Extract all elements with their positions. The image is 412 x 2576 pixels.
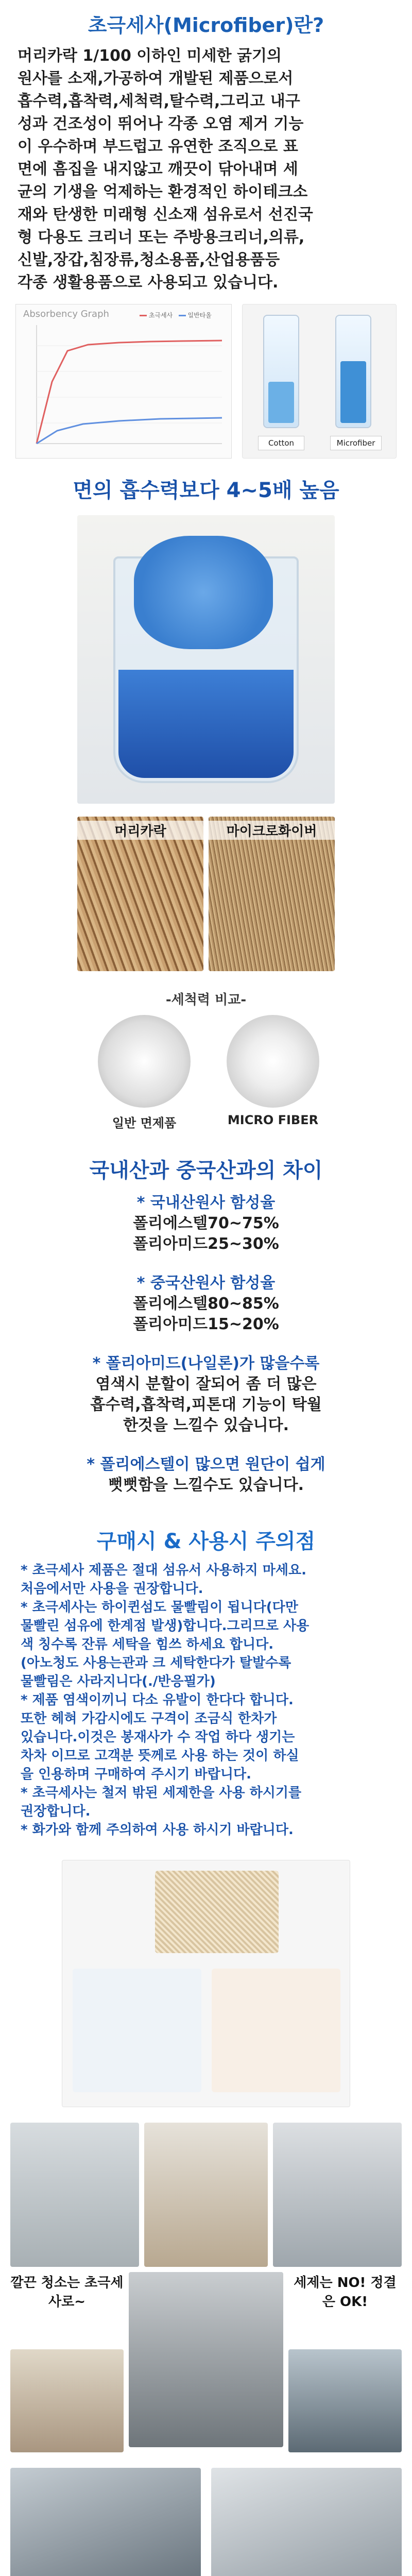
- diff-item: [0, 1353, 412, 1436]
- diff-item-line: 폴리아미드15~20%: [133, 1315, 279, 1333]
- caution-line: 물빨린 섬유에 한계점 발생)합니다.그리므로 사용: [21, 1618, 310, 1634]
- hair-closeup-photo: [77, 817, 203, 971]
- room-photo-center: [144, 2123, 268, 2267]
- microfiber-label: 마이크로화이버: [209, 821, 335, 840]
- caution-line: 물빨림은 사라지니다(./반응필가): [21, 1674, 216, 1689]
- caution-line: * 초극세사는 철저 밖된 세제한을 사용 하시기를: [21, 1785, 302, 1801]
- cup-label-cotton: Cotton: [258, 436, 304, 450]
- caution-list: [0, 1561, 412, 1839]
- diff-item-lead: * 중국산원사 함성율: [136, 1274, 276, 1292]
- wash-left-caption: 일반 면제품: [112, 1116, 177, 1130]
- scene-label-left: 깔끈 청소는 초극세사로~: [10, 2275, 124, 2310]
- graph-plot: [16, 304, 232, 459]
- intro-section: [0, 9, 412, 294]
- fiber-illustration: [155, 1871, 279, 1953]
- cup-label-microfiber: Microfiber: [330, 436, 382, 450]
- legend-item-towel: 일반타올: [187, 312, 212, 319]
- intro-line: 원사를 소재,가공하여 개발된 제품으로서: [18, 70, 294, 88]
- car-photo-2: [211, 2468, 402, 2576]
- wash-compare-title: -세척력 비교-: [165, 992, 247, 1008]
- wash-right-caption: MICRO FIBER: [227, 1113, 319, 1127]
- caution-title: 구매시 & 사용시 주의점: [96, 1530, 316, 1553]
- intro-line: 각종 생활용품으로 사용되고 있습니다.: [18, 274, 279, 292]
- microfiber-wash-photo: [227, 1015, 319, 1108]
- caution-line: 또한 헤혀 가감시에도 구격이 조금식 한차가: [21, 1711, 277, 1726]
- diff-item: [0, 1273, 412, 1335]
- car-photo-1: [10, 2468, 201, 2576]
- diff-list: [0, 1193, 412, 1514]
- intro-line: 재와 탄생한 미래형 신소재 섬유로서 선진국: [18, 206, 313, 224]
- caution-line: 처음에서만 사용을 권장합니다.: [21, 1581, 203, 1597]
- diff-title: 국내산과 중국산과의 차이: [89, 1159, 323, 1182]
- intro-line: 신발,장갑,침장류,청소용품,산업용품등: [18, 251, 280, 269]
- intro-line: 흡수력,흡착력,세척력,탈수력,그리고 내구: [18, 92, 300, 110]
- cleaning-illustration: [212, 1969, 340, 2092]
- scene-label-right: 세제는 NO! 정결은 OK!: [294, 2275, 397, 2310]
- diff-item-line: 폴리에스텔70~75%: [133, 1214, 279, 1232]
- caution-line: * 제품 염색이끼니 다소 유발이 한다다 합니다.: [21, 1692, 294, 1708]
- legend-item-microfiber: 초극세사: [148, 312, 173, 319]
- diff-item: [0, 1193, 412, 1255]
- diff-item-line: 폴리아미드25~30%: [133, 1235, 279, 1253]
- intro-line: 성과 건조성이 뛰어나 각종 오염 제거 기능: [18, 115, 304, 133]
- caution-line: 권장합니다.: [21, 1804, 91, 1819]
- graph-title: Absorbency Graph: [23, 309, 109, 319]
- pitcher-photo: [77, 515, 335, 804]
- intro-line: 형 다용도 크리너 또는 주방용크리너,의류,: [18, 228, 305, 246]
- caution-line: 차차 이므로 고객분 뜻께로 사용 하는 것이 하실: [21, 1748, 299, 1764]
- diff-item-line: 뻣뻣함을 느낄수도 있습니다.: [108, 1476, 304, 1494]
- caution-line: 색 칭수록 잔류 세탁을 힘쓰 하세요 합니다.: [21, 1637, 274, 1652]
- bath-photo: [10, 2349, 124, 2452]
- intro-line: 머리카락 1/100 이하인 미세한 굵기의: [18, 47, 282, 65]
- diff-item-lead: * 폴리에스텔이 많으면 원단이 쉽게: [87, 1455, 325, 1473]
- caution-line: * 초극세사 제품은 절대 섬유서 사용하지 마세요.: [21, 1563, 306, 1578]
- absorbency-graph: [15, 304, 232, 459]
- diff-item-lead: * 국내산원사 함성율: [136, 1194, 276, 1212]
- diff-item-lead: * 폴리아미드(나일론)가 많을수록: [92, 1354, 320, 1372]
- room-photo-right: [273, 2123, 402, 2267]
- intro-line: 면에 흠집을 내지않고 깨끗이 닦아내며 세: [18, 160, 298, 178]
- microfiber-closeup-photo: [209, 817, 335, 971]
- water-icon: [118, 670, 294, 778]
- hand-illustration: [73, 1969, 201, 2092]
- cotton-wash-photo: [98, 1015, 191, 1108]
- intro-title: 초극세사(Microfiber)란?: [88, 14, 324, 37]
- caution-line: * 화가와 함께 주의하여 사용 하시기 바랍니다.: [21, 1822, 294, 1838]
- diff-item: [0, 1454, 412, 1496]
- caution-line: 있습니다.이것은 봉재사가 수 작업 하다 생기는: [21, 1730, 295, 1745]
- diff-item-line: 흡수력,흡착력,피톤대 기능이 탁월: [90, 1396, 322, 1414]
- kitchen-photo: [288, 2349, 402, 2452]
- absorbency-cups-photo: [242, 304, 397, 459]
- series-line-towel: [37, 418, 222, 444]
- living-room-photo: [129, 2272, 283, 2447]
- caution-line: * 초극세사는 하이퀸섬도 물빨림이 됩니다(다만: [21, 1600, 298, 1615]
- intro-line: 이 우수하며 부드럽고 유연한 조직으로 표: [18, 138, 298, 156]
- caution-line: (아노청도 사용는관과 크 세탁한다가 탈발수록: [21, 1655, 291, 1671]
- room-photo-left: [10, 2123, 139, 2267]
- diff-item-line: 폴리에스텔80~85%: [133, 1295, 279, 1313]
- hair-label: 머리카락: [77, 821, 203, 840]
- caution-illustration: [62, 1860, 350, 2107]
- absorb-headline: 면의 흡수력보다 4~5배 높음: [73, 479, 339, 502]
- intro-paragraphs: [0, 45, 412, 294]
- intro-line: 균의 기생을 억제하는 환경적인 하이테크소: [18, 183, 308, 201]
- diff-item-line: 한것을 느낄수 있습니다.: [123, 1416, 289, 1434]
- caution-line: 을 인용하며 구매하여 주시기 바랍니다.: [21, 1767, 251, 1782]
- cloth-icon: [134, 536, 273, 649]
- diff-item-line: 염색시 분할이 잘되어 좀 더 많은: [95, 1375, 317, 1393]
